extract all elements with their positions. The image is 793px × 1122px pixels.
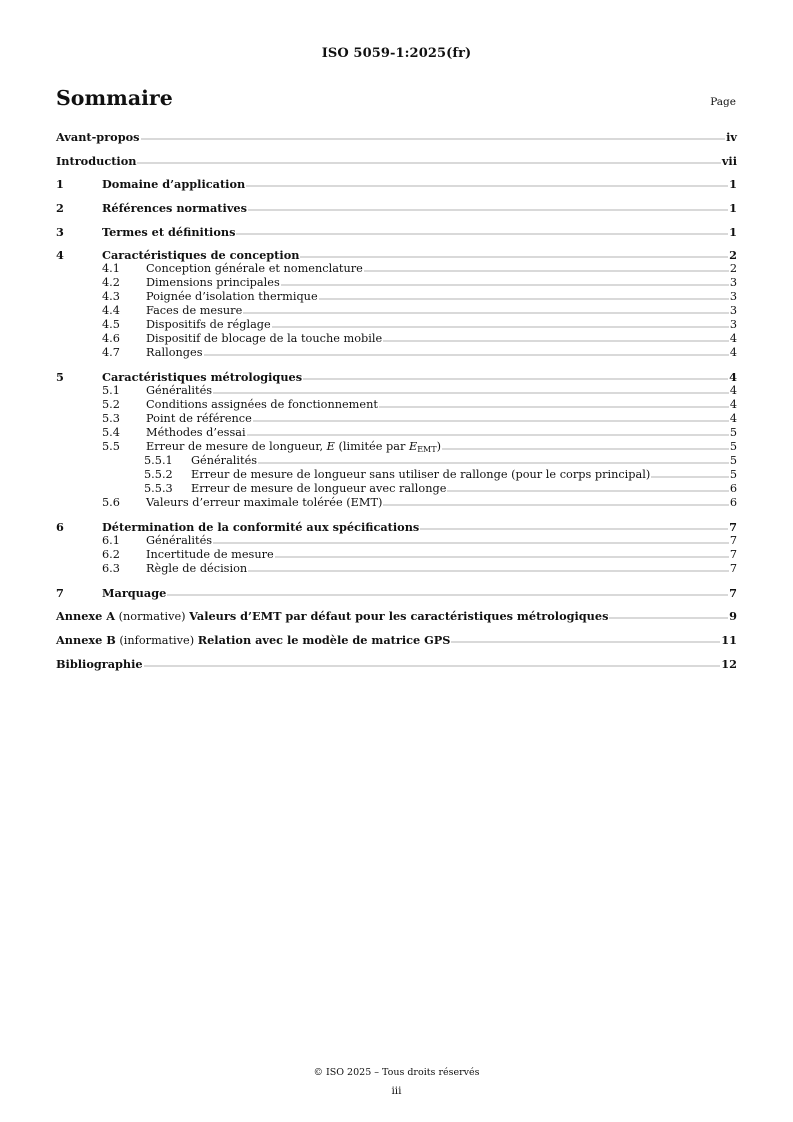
toc-entry-number: 6.2 xyxy=(102,547,120,561)
toc-entry-page: 5 xyxy=(729,440,737,454)
toc-entry-text-part: ) xyxy=(436,440,441,454)
toc-entry-number: 4.2 xyxy=(102,276,120,290)
dot-leader xyxy=(364,269,729,273)
annex-title: Relation avec le modèle de matrice GPS xyxy=(197,632,451,647)
toc-entry-text: Références normatives xyxy=(102,201,247,216)
dot-leader xyxy=(281,283,729,287)
toc-entry-text: Conception générale et nomenclature xyxy=(146,262,363,276)
toc-entry-number: 4.4 xyxy=(102,304,120,318)
toc-entry-4-4[interactable] xyxy=(56,304,737,318)
toc-entry-page: 3 xyxy=(729,304,737,318)
toc-entry-text: Conditions assignées de fonctionnement xyxy=(146,398,378,412)
toc-entry-text: Bibliographie xyxy=(56,656,143,671)
dot-leader xyxy=(137,161,720,165)
toc-entry-text: Domaine d’application xyxy=(102,177,246,192)
toc-entry-number: 5 xyxy=(56,370,64,385)
toc-entry-5-5-3[interactable] xyxy=(56,482,737,496)
toc-entry-number: 4.5 xyxy=(102,318,120,332)
toc-entry-number: 3 xyxy=(56,224,64,239)
toc-entry-4-1[interactable] xyxy=(56,262,737,276)
toc-entry-number: 4.1 xyxy=(102,262,120,276)
toc-entry-5-4[interactable] xyxy=(56,426,737,440)
annex-label: Annexe B xyxy=(56,632,116,647)
dot-leader xyxy=(272,325,729,329)
toc-entry-bibliographie[interactable] xyxy=(56,657,737,671)
variable-e: E xyxy=(326,440,335,454)
toc-entry-text: Dispositifs de réglage xyxy=(146,318,271,332)
toc-entry-3[interactable] xyxy=(56,225,737,239)
toc-entry-4-7[interactable] xyxy=(56,346,737,360)
toc-entry-number: 1 xyxy=(56,177,64,192)
toc-entry-text: Incertitude de mesure xyxy=(146,547,274,561)
annex-title: Valeurs d’EMT par défaut pour les caractéristiques métrologiques xyxy=(189,609,609,624)
toc-entry-text: Point de référence xyxy=(146,412,252,426)
toc-entry-number: 5.5.3 xyxy=(144,482,173,496)
toc-entry-4-3[interactable] xyxy=(56,290,737,304)
toc-entry-page: 7 xyxy=(729,533,737,547)
toc-entry-text: Méthodes d’essai xyxy=(146,426,246,440)
toc-entry-text: Erreur de mesure de longueur avec rallonge xyxy=(191,482,447,496)
toc-entry-5-5[interactable] xyxy=(56,440,737,454)
toc-entry-5-2[interactable] xyxy=(56,398,737,412)
page-title: Sommaire xyxy=(56,86,173,110)
toc-entry-4-5[interactable] xyxy=(56,318,737,332)
toc-entry-text: Erreur de mesure de longueur sans utiliser de rallonge (pour le corps principal) xyxy=(191,468,651,482)
toc-entry-annexe-a[interactable] xyxy=(56,609,737,623)
document-header: ISO 5059-1:2025(fr) xyxy=(321,46,472,61)
dot-leader xyxy=(383,339,729,343)
title-row xyxy=(56,86,736,110)
dot-leader xyxy=(303,377,728,381)
toc-entry-number: 4.6 xyxy=(102,332,120,346)
dot-leader xyxy=(609,616,728,620)
toc-entry-number: 6 xyxy=(56,519,64,534)
dot-leader xyxy=(379,405,729,409)
dot-leader xyxy=(247,433,729,437)
toc-entry-6-2[interactable] xyxy=(56,548,737,562)
toc-entry-text: Faces de mesure xyxy=(146,304,243,318)
toc-entry-page: 6 xyxy=(729,496,737,510)
toc-entry-text: Règle de décision xyxy=(146,561,248,575)
toc-entry-text-part: (limitée par xyxy=(334,440,409,454)
toc-entry-page: vii xyxy=(721,153,737,168)
toc-entry-number: 5.5.2 xyxy=(144,468,173,482)
toc-entry-number: 5.3 xyxy=(102,412,120,426)
dot-leader xyxy=(651,475,729,479)
toc-entry-text: Valeurs d’erreur maximale tolérée (EMT) xyxy=(146,496,383,510)
toc-entry-number: 6.1 xyxy=(102,533,120,547)
variable-e-emt: E xyxy=(408,440,418,454)
toc-entry-text: Avant-propos xyxy=(56,130,140,144)
toc-entry-text: Dispositif de blocage de la touche mobile xyxy=(146,332,383,346)
annex-kind: (normative) xyxy=(115,610,190,624)
toc-entry-number: 5.5 xyxy=(102,440,120,454)
toc-entry-page: 7 xyxy=(729,561,737,575)
toc-entry-page: 9 xyxy=(729,609,737,624)
dot-leader xyxy=(248,569,729,573)
toc-entry-5-6[interactable] xyxy=(56,496,737,510)
subscript-emt: EMT xyxy=(417,445,437,455)
toc-entry-page: 2 xyxy=(729,262,737,276)
page-column-label: Page xyxy=(710,96,736,108)
toc-entry-5-5-2[interactable] xyxy=(56,468,737,482)
toc-entry-number: 4 xyxy=(56,248,64,263)
toc-entry-number: 5.1 xyxy=(102,384,120,398)
copyright-notice: © ISO 2025 – Tous droits réservés xyxy=(313,1067,480,1078)
toc-entry-page: 12 xyxy=(721,656,737,671)
dot-leader xyxy=(144,664,721,668)
toc-entry-text xyxy=(56,633,450,648)
toc-entry-text: Dimensions principales xyxy=(146,276,280,290)
toc-entry-text: Termes et définitions xyxy=(102,224,236,239)
toc-entry-text-part: Erreur de mesure de longueur, xyxy=(146,440,327,454)
toc-entry-text: Généralités xyxy=(146,384,213,398)
toc-entry-2[interactable] xyxy=(56,201,737,215)
toc-entry-number: 5.5.1 xyxy=(144,454,173,468)
toc-entry-text: Caractéristiques de conception xyxy=(102,248,300,263)
toc-entry-text: Rallonges xyxy=(146,346,203,360)
toc-entry-page: 7 xyxy=(729,519,737,534)
toc-entry-page: 5 xyxy=(729,454,737,468)
dot-leader xyxy=(447,489,728,493)
toc-entry-6[interactable] xyxy=(56,520,737,534)
toc-entry-number: 7 xyxy=(56,585,64,600)
annex-kind: (informative) xyxy=(115,633,198,647)
dot-leader xyxy=(253,419,729,423)
toc-entry-text: Introduction xyxy=(56,153,137,168)
toc-entry-number: 4.3 xyxy=(102,290,120,304)
dot-leader xyxy=(248,208,728,212)
toc-entry-page: iv xyxy=(726,130,737,144)
toc-entry-page: 3 xyxy=(729,276,737,290)
toc-entry-text xyxy=(56,609,608,624)
toc-entry-5-3[interactable] xyxy=(56,412,737,426)
toc-entry-text: Détermination de la conformité aux spécifications xyxy=(102,519,420,534)
dot-leader xyxy=(236,232,728,236)
toc-entry-text: Généralités xyxy=(191,454,258,468)
toc-entry-number: 4.7 xyxy=(102,346,120,360)
toc-entry-number: 5.6 xyxy=(102,496,120,510)
toc-entry-number: 5.4 xyxy=(102,426,120,440)
toc-entry-page: 3 xyxy=(729,318,737,332)
dot-leader xyxy=(213,391,729,395)
toc-entry-4-2[interactable] xyxy=(56,276,737,290)
toc-entry-number: 6.3 xyxy=(102,561,120,575)
toc-entry-number: 2 xyxy=(56,201,64,216)
dot-leader xyxy=(243,311,729,315)
toc-entry-6-3[interactable] xyxy=(56,562,737,576)
toc-entry-page: 1 xyxy=(729,224,737,239)
toc-entry-annexe-b[interactable] xyxy=(56,633,737,647)
toc-entry-4-6[interactable] xyxy=(56,332,737,346)
toc-entry-page: 3 xyxy=(729,290,737,304)
dot-leader xyxy=(300,255,728,259)
toc-entry-page: 4 xyxy=(729,370,737,385)
toc-entry-page: 7 xyxy=(729,547,737,561)
dot-leader xyxy=(213,541,729,545)
dot-leader xyxy=(275,555,729,559)
toc-entry-text: Poignée d’isolation thermique xyxy=(146,290,318,304)
toc-entry-page: 1 xyxy=(729,201,737,216)
toc-entry-page: 11 xyxy=(721,632,737,647)
toc-entry-page: 4 xyxy=(729,332,737,346)
toc-entry-page: 5 xyxy=(729,468,737,482)
annex-label: Annexe A xyxy=(56,609,115,624)
dot-leader xyxy=(141,137,726,141)
dot-leader xyxy=(319,297,729,301)
table-of-contents xyxy=(56,130,737,671)
toc-entry-page: 4 xyxy=(729,398,737,412)
dot-leader xyxy=(246,184,728,188)
dot-leader xyxy=(167,593,728,597)
toc-entry-page: 4 xyxy=(729,384,737,398)
toc-entry-1[interactable] xyxy=(56,177,737,191)
toc-entry-page: 1 xyxy=(729,177,737,192)
toc-entry-page: 4 xyxy=(729,412,737,426)
toc-entry-5-1[interactable] xyxy=(56,384,737,398)
dot-leader xyxy=(383,503,728,507)
toc-entry-text: Caractéristiques métrologiques xyxy=(102,370,303,385)
toc-entry-avant-propos[interactable] xyxy=(56,130,737,144)
toc-entry-6-1[interactable] xyxy=(56,534,737,548)
page-number: iii xyxy=(391,1085,402,1097)
toc-entry-text: Généralités xyxy=(146,533,213,547)
toc-entry-page: 6 xyxy=(729,482,737,496)
toc-entry-text: Marquage xyxy=(102,585,167,600)
toc-entry-5[interactable] xyxy=(56,370,737,384)
toc-entry-4[interactable] xyxy=(56,248,737,262)
dot-leader xyxy=(258,461,729,465)
dot-leader xyxy=(451,640,720,644)
dot-leader xyxy=(442,447,729,451)
dot-leader xyxy=(204,353,729,357)
toc-entry-number: 5.2 xyxy=(102,398,120,412)
toc-entry-7[interactable] xyxy=(56,586,737,600)
dot-leader xyxy=(420,527,728,531)
toc-entry-page: 7 xyxy=(729,585,737,600)
toc-entry-page: 2 xyxy=(729,248,737,263)
toc-entry-introduction[interactable] xyxy=(56,154,737,168)
toc-entry-page: 5 xyxy=(729,426,737,440)
toc-entry-page: 4 xyxy=(729,346,737,360)
